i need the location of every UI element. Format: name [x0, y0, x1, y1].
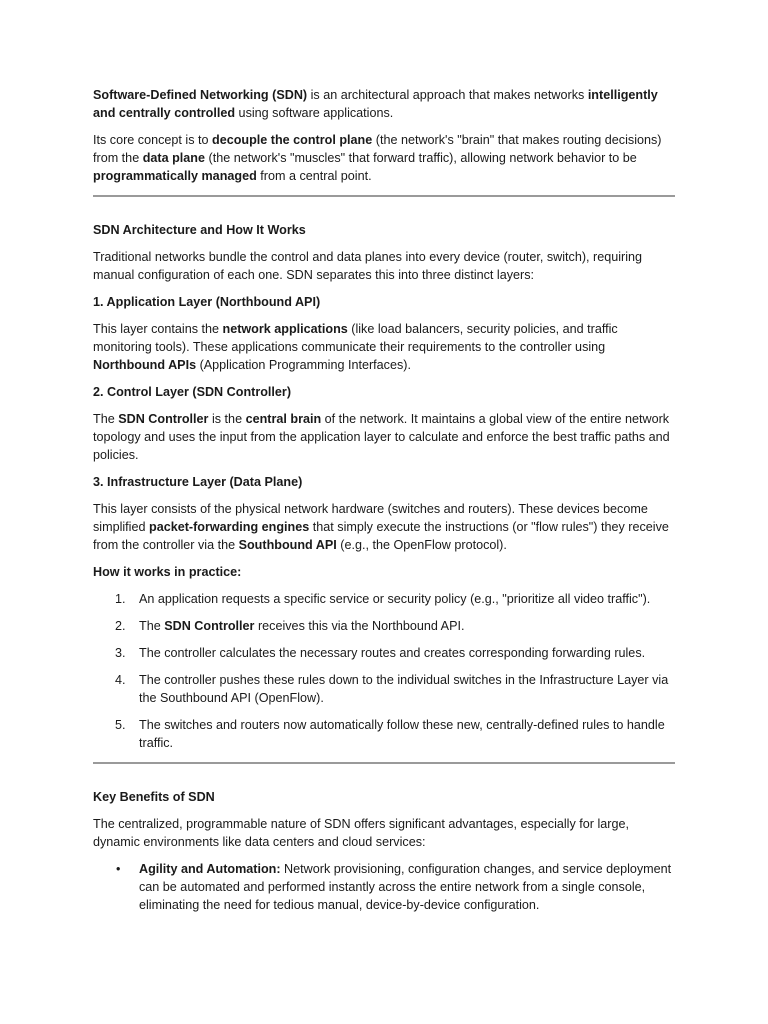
- list-item: 4. The controller pushes these rules down to the individual switches in the Infrastructure Layer via the Southbound API (OpenFlow).: [115, 673, 669, 705]
- intro-paragraph-2: Its core concept is to decouple the control plane (the network's "brain" that makes routing decisions) from the data plane (the network's "muscles" that forward traffic), allowing network behavior to be programmatically managed from a central point.: [93, 133, 662, 183]
- layer-3-text: This layer consists of the physical network hardware (switches and routers). These devices become simplified packet-forwarding engines that simply execute the instructions (or "flow rules") they receive from the controller via the Southbound API (e.g., the OpenFlow protocol).: [93, 502, 669, 552]
- list-item: 3. The controller calculates the necessary routes and creates corresponding forwarding rules.: [115, 646, 646, 660]
- list-item: 5. The switches and routers now automatically follow these new, centrally-defined rules to handle traffic.: [115, 718, 665, 750]
- list-number: 3.: [115, 646, 126, 660]
- benefits-list: [93, 860, 675, 914]
- list-number: 2.: [115, 619, 126, 633]
- layer-1-text: This layer contains the network applications (like load balancers, security policies, and traffic monitoring tools). These applications communicate their requirements to the controller using Northbound APIs (Application Programming Interfaces).: [93, 322, 618, 372]
- architecture-intro: Traditional networks bundle the control and data planes into every device (router, switch), requiring manual configuration of each one. SDN separates this into three distinct layers:: [93, 250, 643, 282]
- list-number: 1.: [115, 592, 126, 606]
- intro-paragraph-1: Software-Defined Networking (SDN) is an architectural approach that makes networks intelligently and centrally controlled using software applications.: [93, 88, 658, 120]
- layer-2-text: The SDN Controller is the central brain of the network. It maintains a global view of the entire network topology and uses the input from the application layer to calculate and enforce the best traffic paths and policies.: [93, 412, 670, 462]
- benefits-intro: The centralized, programmable nature of SDN offers significant advantages, especially for large, dynamic environments like data centers and cloud services:: [93, 817, 629, 849]
- bullet-icon: •: [116, 862, 121, 876]
- benefits-heading: Key Benefits of SDN: [93, 790, 215, 804]
- list-item: 2. The SDN Controller receives this via the Northbound API.: [115, 619, 465, 633]
- layer-1-title: 1. Application Layer (Northbound API): [93, 295, 321, 309]
- architecture-heading: SDN Architecture and How It Works: [93, 223, 306, 237]
- document-body: [93, 86, 675, 923]
- layer-2-title: 2. Control Layer (SDN Controller): [93, 385, 292, 399]
- layer-3-title: 3. Infrastructure Layer (Data Plane): [93, 475, 303, 489]
- list-item: • Agility and Automation: Network provisioning, configuration changes, and service deployment can be automated and performed instantly across the entire network from a single console, eliminating the need for tedious manual, device-by-device configuration.: [116, 862, 672, 912]
- section-divider: [93, 762, 675, 764]
- list-number: 4.: [115, 673, 126, 687]
- practice-heading: How it works in practice:: [93, 565, 242, 579]
- practice-steps-list: [93, 590, 675, 752]
- section-divider: [93, 195, 675, 197]
- list-item: 1. An application requests a specific service or security policy (e.g., "prioritize all video traffic").: [115, 592, 651, 606]
- list-number: 5.: [115, 718, 126, 732]
